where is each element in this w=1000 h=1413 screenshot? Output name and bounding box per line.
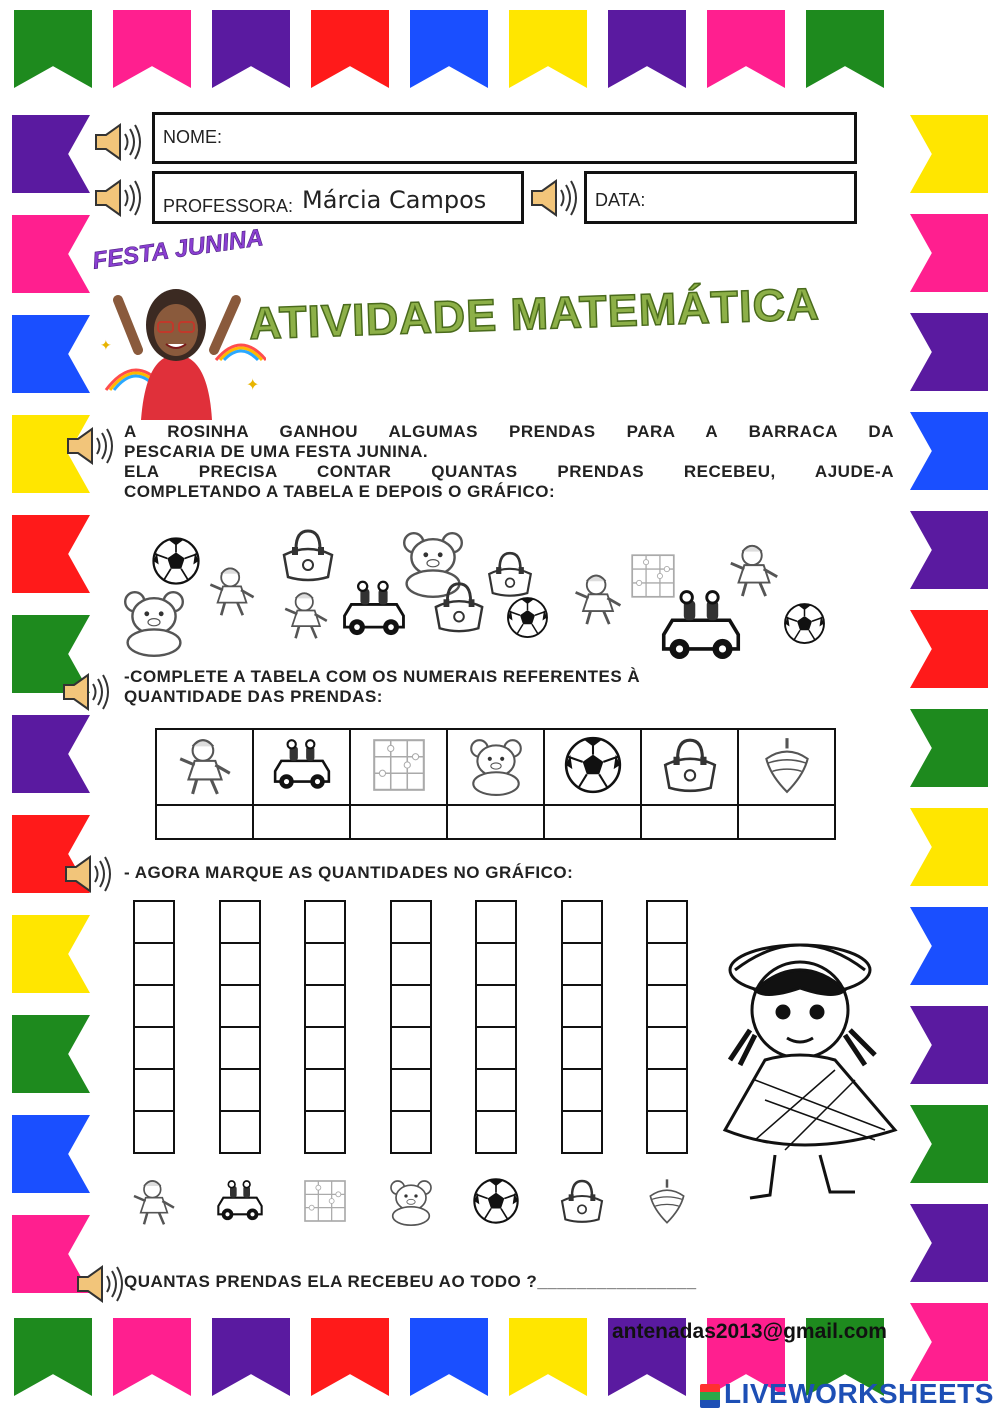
- bunting-flag: [12, 915, 90, 993]
- bunting-flag: [608, 10, 686, 88]
- doll-icon: [174, 734, 236, 796]
- graph-cell[interactable]: [304, 1026, 346, 1070]
- svg-text:✦: ✦: [246, 377, 260, 394]
- bunting-flag: [910, 1105, 988, 1183]
- purse-icon: [430, 578, 488, 636]
- graph-cell[interactable]: [475, 1026, 517, 1070]
- speaker-icon[interactable]: [92, 176, 144, 220]
- bunting-flag: [910, 511, 988, 589]
- graph-cell[interactable]: [133, 942, 175, 986]
- graph-cell[interactable]: [390, 900, 432, 944]
- table-item-cell: [350, 729, 447, 805]
- graph-cell[interactable]: [390, 1110, 432, 1154]
- bunting-flag: [910, 214, 988, 292]
- graph-cell[interactable]: [561, 984, 603, 1028]
- bunting-flag: [212, 1318, 290, 1396]
- table-item-cell: [156, 729, 253, 805]
- bunting-flag: [410, 1318, 488, 1396]
- table-answer-cell[interactable]: [447, 805, 544, 839]
- bunting-flag: [806, 10, 884, 88]
- graph-cell[interactable]: [646, 1068, 688, 1112]
- table-answer-cell[interactable]: [253, 805, 350, 839]
- purse-icon: [484, 548, 536, 600]
- graph-cell[interactable]: [646, 1110, 688, 1154]
- ball-icon: [782, 601, 827, 646]
- graph-cell[interactable]: [561, 1068, 603, 1112]
- graph-cell[interactable]: [219, 1026, 261, 1070]
- professora-field[interactable]: [152, 171, 524, 224]
- spinning-top-icon: [642, 1176, 692, 1226]
- instruction-line-3: ELA PRECISA CONTAR QUANTAS PRENDAS RECEBEU, AJUDE-A: [124, 462, 894, 481]
- graph-cell[interactable]: [304, 942, 346, 986]
- bunting-flag: [12, 115, 90, 193]
- ball-icon: [505, 595, 550, 640]
- teddy-bear-icon: [118, 585, 190, 657]
- graph-cell[interactable]: [219, 900, 261, 944]
- graph-column: [219, 902, 261, 1154]
- table-item-cell: [447, 729, 544, 805]
- bunting-flag: [910, 907, 988, 985]
- bunting-flag: [12, 715, 90, 793]
- bunting-flag: [12, 1115, 90, 1193]
- graph-cell[interactable]: [304, 984, 346, 1028]
- festa-junina-label: FESTA JUNINA: [90, 224, 265, 275]
- speaker-icon[interactable]: [60, 670, 112, 714]
- author-email: antenadas2013@gmail.com: [612, 1320, 887, 1343]
- bunting-flag: [12, 515, 90, 593]
- graph-cell[interactable]: [390, 1026, 432, 1070]
- instruction-line-4: COMPLETANDO A TABELA E DEPOIS O GRÁFICO:: [124, 482, 556, 501]
- speaker-icon[interactable]: [74, 1262, 126, 1306]
- purse-icon: [557, 1176, 607, 1226]
- graph-column: [561, 902, 603, 1154]
- instruction-line-2: PESCARIA DE UMA FESTA JUNINA.: [124, 442, 429, 461]
- table-item-cell: [738, 729, 835, 805]
- doll-icon: [129, 1176, 179, 1226]
- graph-column: [646, 902, 688, 1154]
- ball-icon: [150, 535, 202, 587]
- instruction-line-1: A ROSINHA GANHOU ALGUMAS PRENDAS PARA A BARRACA DA: [124, 422, 894, 441]
- graph-cell[interactable]: [133, 1110, 175, 1154]
- teddy-bear-icon: [465, 734, 527, 796]
- teacher-avatar: [96, 270, 266, 420]
- liveworksheets-text: LIVEWORKSHEETS: [724, 1378, 994, 1409]
- bunting-flag: [12, 315, 90, 393]
- table-item-cell: [544, 729, 641, 805]
- table-item-cell: [641, 729, 738, 805]
- graph-cell[interactable]: [646, 942, 688, 986]
- page-title: ATIVIDADE MATEMÁTICA: [248, 278, 821, 350]
- bunting-flag: [910, 1204, 988, 1282]
- svg-text:✦: ✦: [100, 337, 112, 353]
- graph-cell[interactable]: [219, 1110, 261, 1154]
- speaker-icon[interactable]: [528, 176, 580, 220]
- graph-cell[interactable]: [304, 1068, 346, 1112]
- spinning-top-icon: [756, 734, 818, 796]
- graph-cell[interactable]: [133, 1068, 175, 1112]
- graph-cell[interactable]: [133, 900, 175, 944]
- teddy-bear-icon: [386, 1176, 436, 1226]
- graph-cell[interactable]: [133, 984, 175, 1028]
- bunting-flag: [910, 610, 988, 688]
- bunting-flag: [910, 1303, 988, 1381]
- table-answer-cell[interactable]: [641, 805, 738, 839]
- bunting-flag: [12, 215, 90, 293]
- graph-cell[interactable]: [390, 984, 432, 1028]
- bunting-flag: [113, 1318, 191, 1396]
- graph-cell[interactable]: [561, 1026, 603, 1070]
- doll-icon: [570, 570, 626, 626]
- puzzle-icon: [300, 1176, 350, 1226]
- graph-cell[interactable]: [561, 942, 603, 986]
- bunting-flag: [509, 10, 587, 88]
- graph-cell[interactable]: [219, 1068, 261, 1112]
- graph-cell[interactable]: [133, 1026, 175, 1070]
- graph-cell[interactable]: [475, 900, 517, 944]
- prendas-table: [155, 728, 836, 840]
- data-label: DATA:: [595, 190, 646, 210]
- bunting-flag: [910, 115, 988, 193]
- bunting-flag: [212, 10, 290, 88]
- graph-column: [304, 902, 346, 1154]
- graph-column: [390, 902, 432, 1154]
- festa-girl-illustration: [695, 930, 915, 1202]
- bunting-flag: [509, 1318, 587, 1396]
- graph-instruction: - AGORA MARQUE AS QUANTIDADES NO GRÁFICO:: [124, 863, 574, 882]
- graph-cell[interactable]: [219, 942, 261, 986]
- table-answer-cell[interactable]: [544, 805, 641, 839]
- table-answer-cell[interactable]: [350, 805, 447, 839]
- graph-cell[interactable]: [219, 984, 261, 1028]
- bunting-flag: [14, 10, 92, 88]
- final-question-text: QUANTAS PRENDAS ELA RECEBEU AO TODO ?: [124, 1272, 538, 1291]
- bunting-flag: [14, 1318, 92, 1396]
- purse-icon: [278, 525, 338, 585]
- car-icon: [215, 1176, 265, 1226]
- ball-icon: [471, 1176, 521, 1226]
- doll-icon: [280, 588, 332, 640]
- graph-cell[interactable]: [561, 900, 603, 944]
- bunting-flag: [910, 709, 988, 787]
- graph-cell[interactable]: [304, 1110, 346, 1154]
- table-item-cell: [253, 729, 350, 805]
- table-answer-cell[interactable]: [738, 805, 835, 839]
- graph-cell[interactable]: [475, 1110, 517, 1154]
- liveworksheets-icon: [700, 1384, 720, 1408]
- speaker-icon[interactable]: [92, 120, 144, 164]
- graph-cell[interactable]: [475, 942, 517, 986]
- ball-icon: [562, 734, 624, 796]
- doll-icon: [725, 540, 783, 598]
- speaker-icon[interactable]: [64, 424, 116, 468]
- graph-cell[interactable]: [646, 900, 688, 944]
- liveworksheets-logo: [700, 1378, 994, 1410]
- table-instruction-line-2: QUANTIDADE DAS PRENDAS:: [124, 687, 383, 706]
- answer-blank[interactable]: ________________: [537, 1272, 697, 1291]
- nome-field[interactable]: [152, 112, 857, 164]
- purse-icon: [659, 734, 721, 796]
- doll-icon: [205, 563, 259, 617]
- data-field[interactable]: [584, 171, 857, 224]
- graph-cell[interactable]: [646, 1026, 688, 1070]
- speaker-icon[interactable]: [62, 852, 114, 896]
- bunting-flag: [311, 10, 389, 88]
- bunting-flag: [910, 808, 988, 886]
- graph-cell[interactable]: [561, 1110, 603, 1154]
- graph-cell[interactable]: [646, 984, 688, 1028]
- puzzle-icon: [368, 734, 430, 796]
- bunting-flag: [311, 1318, 389, 1396]
- nome-label: NOME:: [163, 127, 223, 147]
- bunting-flag: [12, 1015, 90, 1093]
- graph-cell[interactable]: [475, 1068, 517, 1112]
- bunting-flag: [910, 412, 988, 490]
- bunting-flag: [910, 1006, 988, 1084]
- bunting-flag: [113, 10, 191, 88]
- car-icon: [271, 734, 333, 796]
- graph-cell[interactable]: [390, 1068, 432, 1112]
- professora-label: PROFESSORA:: [163, 196, 294, 216]
- bunting-flag: [910, 313, 988, 391]
- bunting-flag: [410, 10, 488, 88]
- graph-cell[interactable]: [304, 900, 346, 944]
- professora-name: Márcia Campos: [302, 186, 487, 214]
- graph-cell[interactable]: [390, 942, 432, 986]
- graph-cell[interactable]: [475, 984, 517, 1028]
- graph-column: [133, 902, 175, 1154]
- graph-column: [475, 902, 517, 1154]
- bunting-flag: [707, 10, 785, 88]
- table-instruction-line-1: -COMPLETE A TABELA COM OS NUMERAIS REFERENTES À: [124, 667, 641, 686]
- table-answer-cell[interactable]: [156, 805, 253, 839]
- final-question: [124, 1272, 697, 1292]
